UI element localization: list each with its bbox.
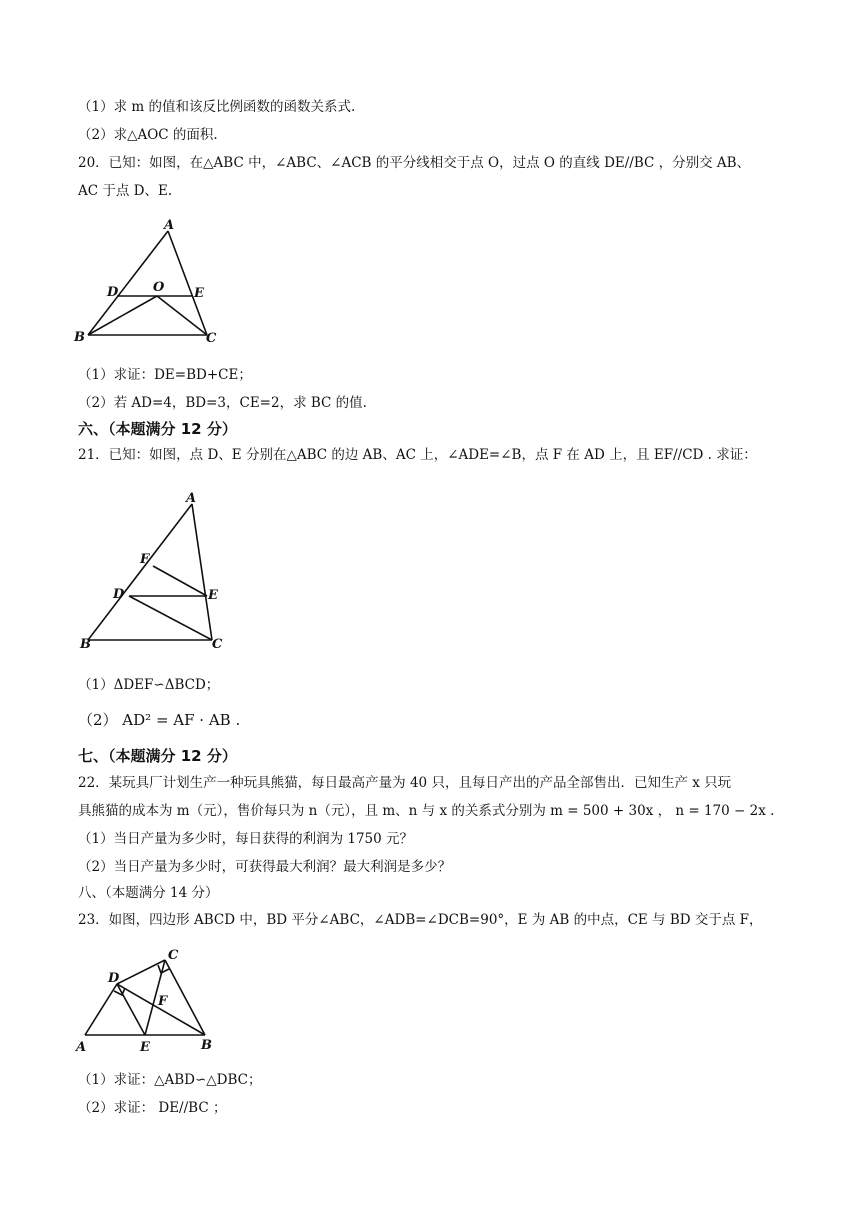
q20-part2: （2）若 AD=4，BD=3，CE=2，求 BC 的值. (78, 395, 367, 411)
section-6-heading: 六、（本题满分 12 分） (78, 420, 237, 438)
q20-label-c: C (206, 331, 217, 346)
q22-stem-line2: 具熊猫的成本为 m（元），售价每只为 n（元），且 m、n 与 x 的关系式分别为 m = 500 + 30x ， n = 170 − 2x . (78, 803, 775, 819)
q23-stem: 23．如图，四边形 ABCD 中，BD 平分∠ABC，∠ADB=∠DCB=90°，E 为 AB 的中点，CE 与 BD 交于点 F， (78, 912, 763, 928)
q23-label-c: C (168, 948, 179, 963)
q22-stem-line1: 22．某玩具厂计划生产一种玩具熊猫，每日最高产量为 40 只，且每日产出的产品全部售出．已知生产 x 只玩 (78, 775, 732, 791)
q23-part1: （1）求证：△ABD∽△DBC； (78, 1072, 262, 1088)
q21-label-f: F (140, 552, 150, 567)
q20-label-a: A (164, 218, 175, 233)
section-7-heading: 七、（本题满分 12 分） (78, 747, 237, 765)
q23-figure (72, 945, 232, 1057)
q20-part1: （1）求证：DE=BD+CE； (78, 367, 252, 383)
q21-label-c: C (212, 637, 223, 652)
q23-part2: （2）求证： DE//BC ； (78, 1100, 227, 1116)
q23-label-a: A (76, 1040, 87, 1055)
q22-part1: （1）当日产量为多少时，每日获得的利润为 1750 元？ (78, 831, 414, 847)
q20-figure (70, 215, 230, 350)
q20-label-o: O (153, 280, 165, 295)
q21-label-a: A (186, 491, 197, 506)
q20-stem-line2: AC 于点 D、E. (78, 183, 173, 199)
q21-label-d: D (113, 587, 125, 602)
q21-part1: （1）ΔDEF∽ΔBCD； (78, 677, 220, 693)
q19-part1: （1）求 m 的值和该反比例函数的函数关系式. (78, 99, 356, 115)
q23-label-e: E (140, 1040, 150, 1055)
q23-label-b: B (201, 1038, 212, 1053)
q23-label-f: F (158, 994, 168, 1009)
q20-label-e: E (194, 286, 204, 301)
q20-label-d: D (107, 285, 119, 300)
q20-stem-line1: 20．已知：如图，在△ABC 中，∠ABC、∠ACB 的平分线相交于点 O，过点 O 的直线 DE//BC ，分别交 AB、 (78, 155, 751, 171)
q21-label-b: B (80, 637, 91, 652)
q21-stem: 21．已知：如图，点 D、E 分别在△ABC 的边 AB、AC 上，∠ADE=∠B，点 F 在 AD 上，且 EF//CD . 求证： (78, 447, 757, 463)
q21-label-e: E (208, 588, 218, 603)
q21-part2: （2） AD² = AF · AB . (78, 711, 241, 729)
q23-label-d: D (108, 971, 120, 986)
section-8-heading: 八、（本题满分 14 分） (78, 885, 219, 901)
q19-part2: （2）求△AOC 的面积. (78, 127, 218, 143)
q20-label-b: B (74, 330, 85, 345)
q21-figure (76, 490, 236, 655)
q22-part2: （2）当日产量为多少时，可获得最大利润？最大利润是多少？ (78, 859, 452, 875)
